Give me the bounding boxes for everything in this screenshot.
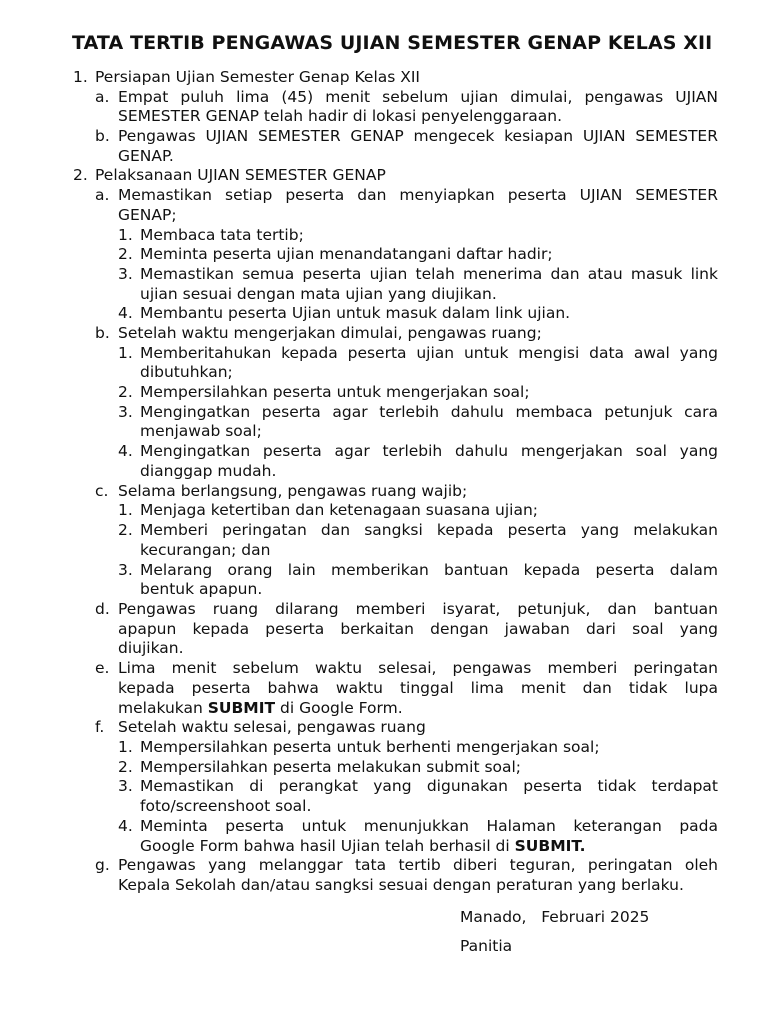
subitem-text: Meminta peserta untuk menunjukkan Halaman keterangan pada [140,817,718,835]
item-marker: g. [95,856,110,874]
subitem-text: Memberitahukan kepada peserta ujian untuk mengisi data awal yang [140,344,718,362]
subitem-text: Memberi peringatan dan sangksi kepada peserta yang melakukan [140,521,718,539]
subitem-text: menjawab soal; [140,422,262,440]
subitem-text: Mengingatkan peserta agar terlebih dahulu mengerjakan soal yang [140,442,718,460]
submit-emphasis: SUBMIT [207,699,276,717]
subitem-text: Menjaga ketertiban dan ketenagaan suasana ujian; [140,501,538,519]
subitem-text: Memastikan di perangkat yang digunakan peserta tidak terdapat [140,777,718,795]
subitem-marker: 3. [118,403,133,421]
item-marker: d. [95,600,110,618]
item-text: Setelah waktu mengerjakan dimulai, pengawas ruang; [118,324,542,342]
item-text: Kepala Sekolah dan/atau sangksi sesuai dengan peraturan yang berlaku. [118,876,684,894]
item-text: diujikan. [118,639,184,657]
item-text-part: di Google Form. [280,699,403,717]
section-heading: Persiapan Ujian Semester Genap Kelas XII [95,68,421,86]
subitem-marker: 3. [118,265,133,283]
item-text: kepada peserta bahwa waktu tinggal lima menit dan tidak lupa [118,679,718,697]
subitem-marker: 4. [118,304,133,322]
item-text: Empat puluh lima (45) menit sebelum ujian dimulai, pengawas UJIAN [118,88,718,106]
subitem-marker: 1. [118,738,133,756]
subitem-marker: 1. [118,501,133,519]
item-text: apapun kepada peserta berkaitan dengan jawaban dari soal yang [118,620,718,638]
item-marker: b. [95,324,110,342]
subitem-text: Mempersilahkan peserta melakukan submit soal; [140,758,522,776]
subitem-text: dianggap mudah. [140,462,277,480]
subitem-marker: 2. [118,245,133,263]
item-text: GENAP. [118,147,174,165]
subitem-marker: 1. [118,344,133,362]
subitem-text-part: Google Form bahwa hasil Ujian telah berhasil di [140,837,510,855]
item-text: Pengawas yang melanggar tata tertib diberi teguran, peringatan oleh [118,856,718,874]
subitem-text: foto/screenshoot soal. [140,797,312,815]
subitem-marker: 3. [118,561,133,579]
item-text: GENAP; [118,206,177,224]
subitem-text: bentuk apapun. [140,580,263,598]
item-marker: b. [95,127,110,145]
item-marker: e. [95,659,110,677]
subitem-text: Melarang orang lain memberikan bantuan kepada peserta dalam [140,561,718,579]
subitem-text: Mempersilahkan peserta untuk mengerjakan soal; [140,383,530,401]
subitem-text: dibutuhkan; [140,363,233,381]
item-text: Memastikan setiap peserta dan menyiapkan peserta UJIAN SEMESTER [118,186,718,204]
item-text: Pengawas ruang dilarang memberi isyarat, petunjuk, dan bantuan [118,600,718,618]
item-marker: a. [95,186,110,204]
item-text [118,698,403,718]
item-text-part: melakukan [118,699,203,717]
page-title: TATA TERTIB PENGAWAS UJIAN SEMESTER GENAP KELAS XII [72,32,713,54]
subitem-marker: 4. [118,817,133,835]
subitem-marker: 2. [118,758,133,776]
subitem-text: Memastikan semua peserta ujian telah menerima dan atau masuk link [140,265,718,283]
section-number: 2. [73,166,88,184]
item-text: Pengawas UJIAN SEMESTER GENAP mengecek kesiapan UJIAN SEMESTER [118,127,718,145]
item-marker: a. [95,88,110,106]
item-marker: f. [95,718,105,736]
section-heading: Pelaksanaan UJIAN SEMESTER GENAP [95,166,386,184]
subitem-text: ujian sesuai dengan mata ujian yang diujikan. [140,285,497,303]
subitem-text: Mengingatkan peserta agar terlebih dahulu membaca petunjuk cara [140,403,718,421]
committee-label: Panitia [460,937,513,955]
subitem-marker: 1. [118,226,133,244]
subitem-text: Membantu peserta Ujian untuk masuk dalam link ujian. [140,304,571,322]
subitem-marker: 2. [118,383,133,401]
item-text: Selama berlangsung, pengawas ruang wajib; [118,482,468,500]
place-date: Manado, Februari 2025 [460,908,650,926]
item-text: Lima menit sebelum waktu selesai, pengawas memberi peringatan [118,659,718,677]
subitem-marker: 4. [118,442,133,460]
submit-emphasis: SUBMIT. [514,837,586,855]
item-text: SEMESTER GENAP telah hadir di lokasi penyelenggaraan. [118,107,563,125]
subitem-text: kecurangan; dan [140,541,271,559]
subitem-marker: 2. [118,521,133,539]
subitem-marker: 3. [118,777,133,795]
item-marker: c. [95,482,109,500]
subitem-text [140,836,586,856]
subitem-text: Mempersilahkan peserta untuk berhenti mengerjakan soal; [140,738,600,756]
item-text: Setelah waktu selesai, pengawas ruang [118,718,426,736]
subitem-text: Membaca tata tertib; [140,226,304,244]
section-number: 1. [73,68,88,86]
subitem-text: Meminta peserta ujian menandatangani daftar hadir; [140,245,553,263]
